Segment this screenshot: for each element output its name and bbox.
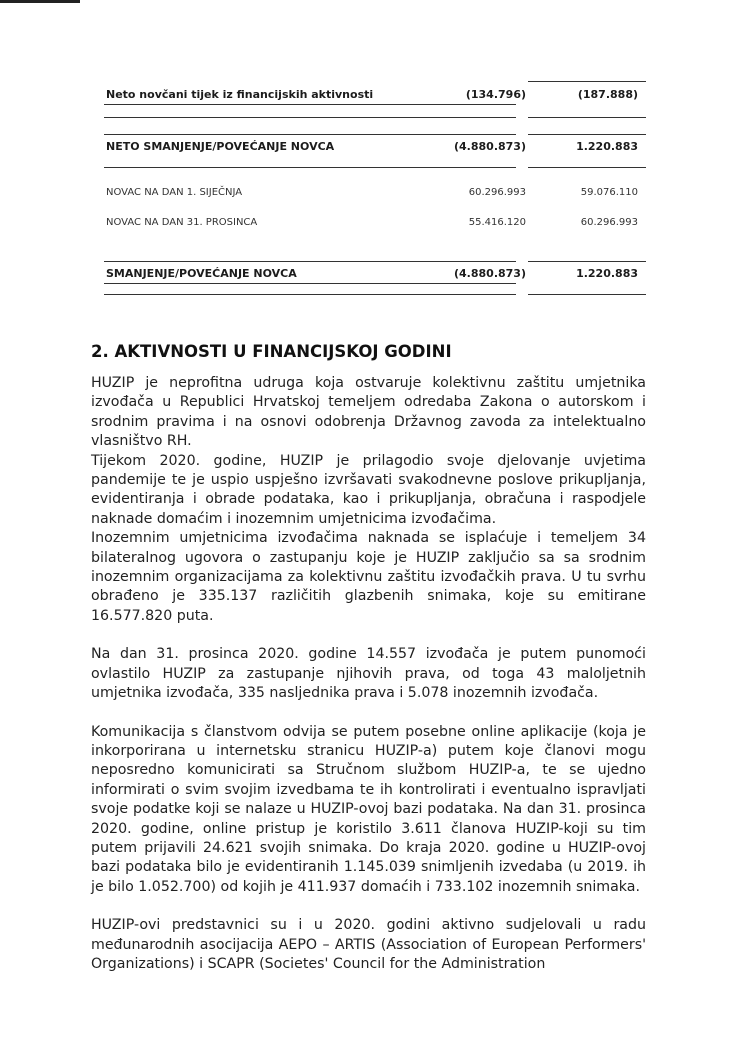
section-body (91, 374, 646, 993)
divider (528, 261, 646, 262)
paragraph-international: HUZIP-ovi predstavnici su i u 2020. godini aktivno sudjelovali u radu međunarodnih asocijacija AEPO – ARTIS (Association of European Performers' Organizations) i SCAPR (Societes' Council for the Administration (91, 917, 646, 972)
paragraph-foreign-performers: Inozemnim umjetnicima izvođačima naknada se isplaćuje i temeljem 34 bilateralnog ugovora o zastupanju koje je HUZIP zaključio sa sa srodnim inozemnim organizacijama za kolektivnu zaštitu izvođačkih prava. U tu svrhu obrađeno je 335.137 različitih glazbenih snimaka, koje su emitirane 16.577.820 puta. (91, 530, 646, 624)
divider (104, 294, 516, 295)
table-row (104, 136, 646, 156)
value-current-year: (4.880.873) (454, 140, 526, 153)
divider (104, 117, 516, 118)
divider (104, 283, 516, 284)
value-current-year: (4.880.873) (454, 267, 526, 280)
divider (528, 81, 646, 82)
divider (528, 167, 646, 168)
paragraph-legal-basis: HUZIP je neprofitna udruga koja ostvaruje kolektivnu zaštitu umjetnika izvođača u Republici Hrvatskoj temeljem odredaba Zakona o autorskom i srodnim pravima i na osnovi odobrenja Državnog zavoda za intelektualno vlasništvo RH. (91, 375, 646, 450)
value-prior-year: (187.888) (577, 88, 638, 101)
divider (528, 294, 646, 295)
table-row (104, 263, 646, 283)
table-row (104, 183, 646, 203)
value-prior-year: 59.076.110 (580, 187, 638, 198)
value-current-year: (134.796) (465, 88, 526, 101)
row-label: NOVAC NA DAN 31. PROSINCA (106, 217, 258, 228)
paragraph-online-app: Komunikacija s članstvom odvija se putem posebne online aplikacije (koja je inkorporirana u internetsku stranicu HUZIP-a) putem koje članovi mogu neposredno komunicirati sa Stručnom službom HUZIP-a, te se ujedno informirati o svim svojim izvedbama te ih kontrolirati i eventualno ispravljati svoje podatke koji se nalaze u HUZIP-ovoj bazi podataka. Na dan 31. prosinca 2020. godine, online pristup je koristilo 3.611 članova HUZIP-koji su tim putem prijavili 24.621 svojih snimaka. Do kraja 2020. godine u HUZIP-ovoj bazi podataka bilo je evidentiranih 1.145.039 snimljenih izvedaba (u 2019. ih je bilo 1.052.700) od kojih je 411.937 domaćih i 733.102 inozemnih snimaka. (91, 723, 646, 895)
table-row (104, 84, 646, 104)
divider (104, 167, 516, 168)
divider (104, 104, 516, 105)
value-current-year: 55.416.120 (468, 217, 526, 228)
row-label: NOVAC NA DAN 1. SIJEČNJA (106, 187, 243, 198)
value-prior-year: 1.220.883 (576, 140, 638, 153)
divider (104, 134, 516, 135)
row-label: SMANJENJE/POVEĆANJE NOVCA (106, 267, 297, 280)
paragraph-membership: Na dan 31. prosinca 2020. godine 14.557 izvođača je putem punomoći ovlastilo HUZIP za zastupanje njihovih prava, od toga 43 maloljetnih umjetnika izvođača, 335 nasljednika prava i 5.078 inozemnih izvođača. (91, 646, 646, 702)
divider (528, 134, 646, 135)
row-label: NETO SMANJENJE/POVEĆANJE NOVCA (106, 140, 335, 153)
value-prior-year: 60.296.993 (580, 217, 638, 228)
table-row (104, 213, 646, 233)
top-edge-mark (0, 0, 80, 3)
section-heading: 2. AKTIVNOSTI U FINANCIJSKOJ GODINI (91, 342, 452, 361)
value-prior-year: 1.220.883 (576, 267, 638, 280)
row-label: Neto novčani tijek iz financijskih aktivnosti (106, 88, 374, 101)
value-current-year: 60.296.993 (468, 187, 526, 198)
paragraph-pandemic: Tijekom 2020. godine, HUZIP je prilagodio svoje djelovanje uvjetima pandemije te je uspio uspješno izvršavati svakodnevne poslove prikupljanja, evidentiranja i obrade podataka, kao i prikupljanja, obračuna i raspodjele naknade domaćim i inozemnim umjetnicima izvođačima. (91, 452, 646, 527)
divider (528, 117, 646, 118)
divider (104, 261, 516, 262)
